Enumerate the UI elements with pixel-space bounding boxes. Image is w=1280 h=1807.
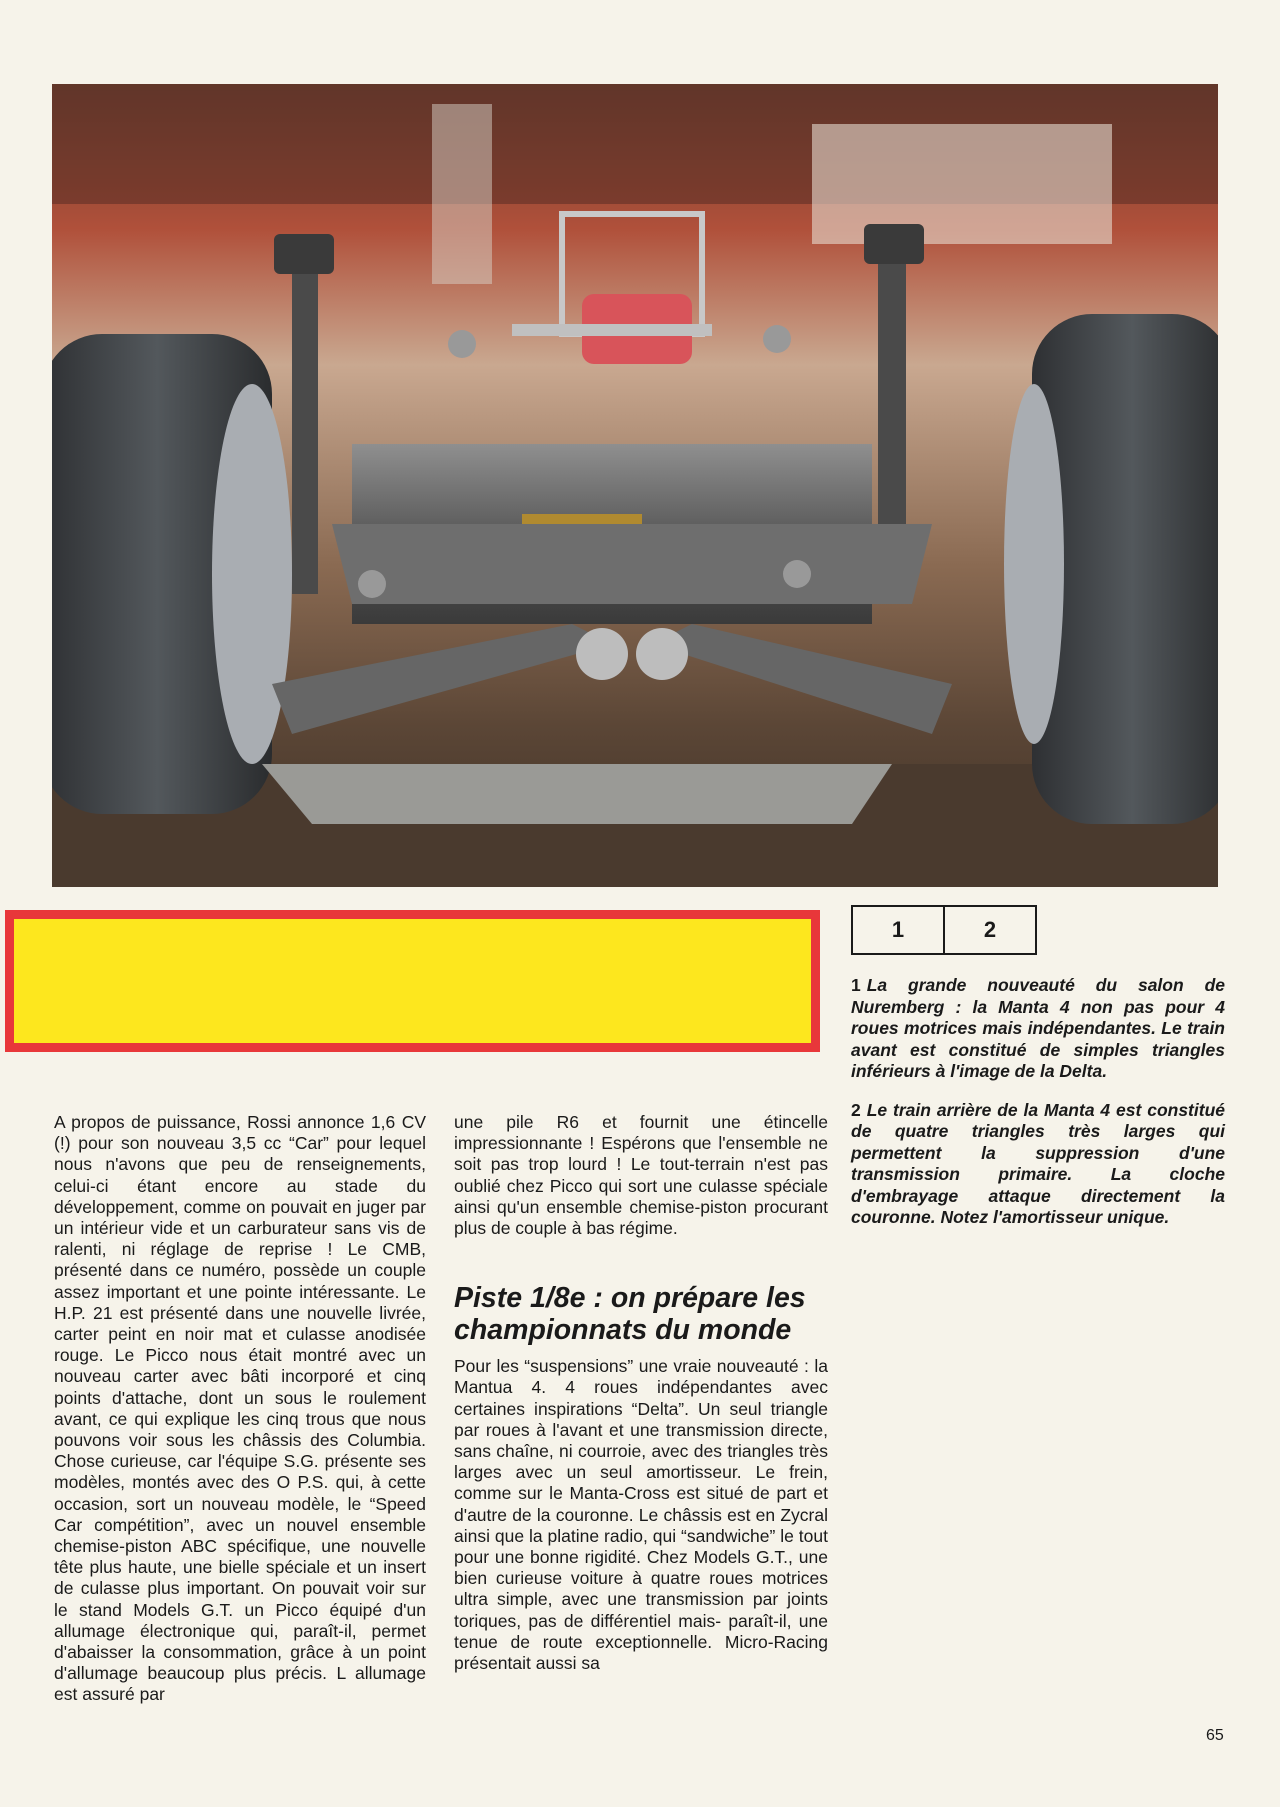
caption-1-number: 1 <box>851 975 861 995</box>
section-heading: Piste 1/8e : on prépare les championnats du monde <box>454 1282 806 1346</box>
color-banner <box>5 910 820 1052</box>
page-number: 65 <box>1206 1727 1224 1744</box>
caption-2-text: Le train arrière de la Manta 4 est constitué de quatre triangles très larges qui permettent la suppression d'une transmission primaire. La cloche d'embrayage attaque directement la couronne. Notez l'amortisseur unique. <box>851 1099 1225 1227</box>
caption-1 <box>851 975 1225 1083</box>
feature-photo <box>52 84 1218 887</box>
photo-captions <box>851 975 1225 1246</box>
column-2-bottom-text: Pour les “suspensions” une vraie nouveauté : la Mantua 4. 4 roues indépendantes avec certaines inspirations “Delta”. Un seul triangle par roues à l'avant et une transmission directe, sans chaîne, ni courroie, avec des triangles très larges avec un seul amortisseur. Le frein, comme sur le Manta-Cross est situé de part et d'autre de la couronne. Le châssis est en Zycral ainsi que la platine radio, qui “sandwiche” le tout pour une bonne rigidité. Chez Models G.T., une bien curieuse voiture à quatre roues motrices ultra simple, avec une transmission par joints toriques, pas de différentiel mais- paraît-il, une tenue de route exceptionnelle. Micro-Racing présentait aussi sa <box>454 1356 828 1674</box>
article-column-2 <box>454 1112 828 1674</box>
chassis-illustration <box>52 84 1218 887</box>
figure-index-1: 1 <box>891 917 905 942</box>
figure-index-box <box>851 905 1037 955</box>
column-2-top-text: une pile R6 et fournit une étincelle impressionnante ! Espérons que l'ensemble ne soit pas trop lourd ! Le tout-terrain n'est pas oublié chez Picco qui sort une culasse spéciale ainsi qu'un ensemble chemise-piston procurant plus de couple à bas régime. <box>454 1112 828 1239</box>
banner-fill <box>14 919 811 1043</box>
caption-1-text: La grande nouveauté du salon de Nuremberg : la Manta 4 non pas pour 4 roues motrices mais indépendantes. Le train avant est constitué de simples triangles inférieurs à l'image de la Delta. <box>851 975 1225 1081</box>
column-1-text: A propos de puissance, Rossi annonce 1,6 CV (!) pour son nouveau 3,5 cc “Car” pour lequel nous n'avons que peu de renseignements, celui-ci étant encore au stade du développement, comme on pouvait en juger par un intérieur vide et un carburateur sans vis de ralenti, ni réglage de reprise ! Le CMB, présenté dans ce numéro, possède un couple assez important et une pointe intéressante. Le H.P. 21 est présenté dans une nouvelle livrée, carter peint en noir mat et culasse anodisée rouge. Le Picco nous était montré avec un nouveau carter avec bâti incorporé et cinq points d'attache, dont un sous le roulement avant, ce qui explique les cinq trous que nous pouvons voir sous les châssis des Columbia. Chose curieuse, car l'équipe S.G. présente ses modèles, montés avec des O P.S. qui, à cette occasion, sort un nouveau modèle, le “Speed Car compétition”, avec un nouvel ensemble chemise-piston ABC spécifique, une nouvelle tête plus haute, une bielle spéciale et un insert de culasse plus important. On pouvait voir sur le stand Models G.T. un Picco équipé d'un allumage électronique qui, paraît-il, permet d'abaisser la consommation, grâce à un point d'allumage beaucoup plus précis. L allumage est assuré par <box>54 1112 426 1705</box>
article-column-1 <box>54 1112 426 1706</box>
caption-2-number: 2 <box>851 1099 861 1120</box>
figure-index-2: 2 <box>943 907 1035 953</box>
caption-2 <box>851 1100 1225 1229</box>
